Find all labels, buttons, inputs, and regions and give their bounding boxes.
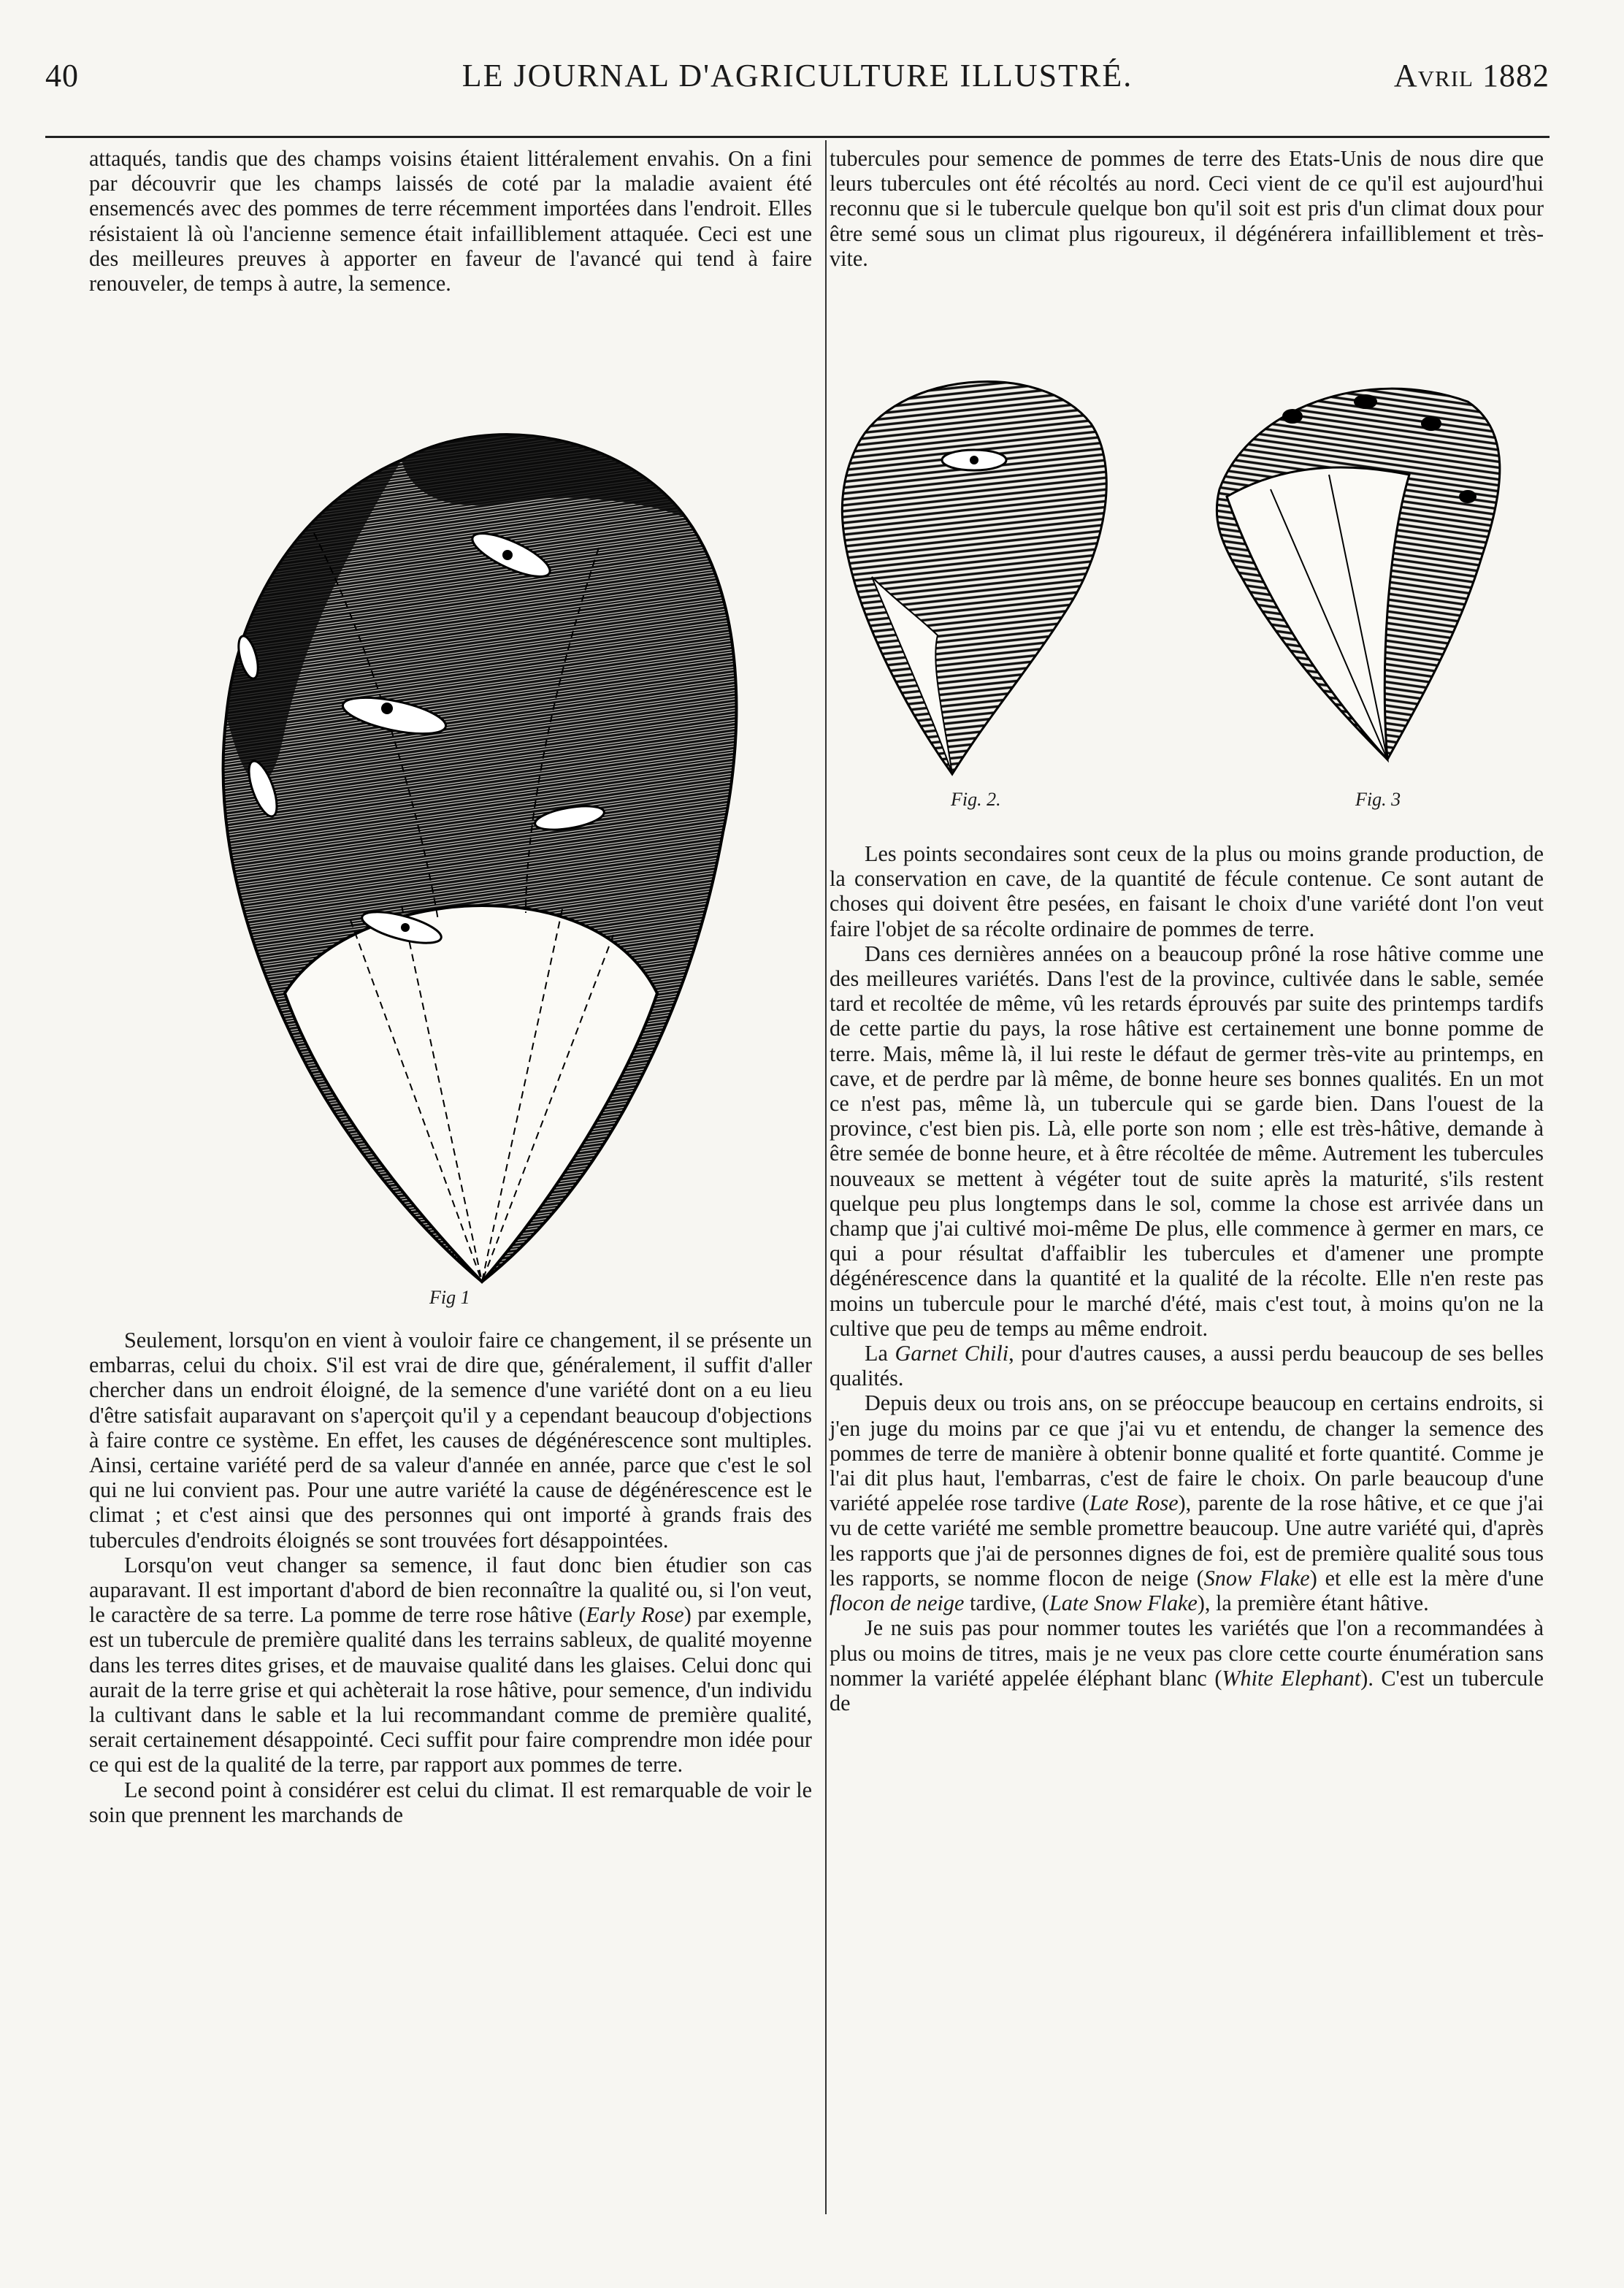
paragraph: Je ne suis pas pour nommer toutes les variétés que l'on a recommandées à plus ou moins de titres, mais je ne veux pas clore cette courte énumération sans nommer la variété appelée éléphant blanc (White Elephant). C'est un tubercule de [830,1615,1544,1715]
figure-1-caption: Fig 1 [429,1287,470,1308]
variety-name: Late Snow Flake [1049,1591,1198,1616]
paragraph: La Garnet Chili, pour d'autres causes, a aussi perdu beaucoup de ses belles qualités. [830,1341,1544,1391]
paragraph: Lorsqu'on veut changer sa semence, il faut donc bien étudier son cas auparavant. Il est important d'abord de bien reconnaître la qualité ou, si l'on veut, le caractère de sa terre. La pomme de terre rose hâtive (Early Rose) par exemple, est un tubercule de première qualité dans les terrains sableux, de qualité moyenne dans les terres dites grises, et de mauvaise qualité dans les glaises. Celui donc qui aurait de la terre grise et qui achèterait la rose hâtive, pour semence, d'un individu la cultivant dans le sable et la lui recommandant comme de première qualité, serait certainement désappointé. Ceci suffit pour faire comprendre mon idée pour ce qui est de la qualité de la terre, par rapport aux pommes de terre. [89,1552,813,1778]
paragraph: Seulement, lorsqu'on en vient à vouloir faire ce changement, il se présente un embarras, celui du choix. S'il est vrai de dire que, généralement, il suffit d'aller chercher dans un endroit éloigné, de la semence d'une variété dont on a eu lieu d'être satisfait auparavant on s'aperçoit qu'il y a cependant beaucoup d'objections à faire contre ce système. En effet, les causes de dégénérescence sont multiples. Ainsi, certaine variété perd de sa valeur d'année en année, parce que c'est le sol qui ne lui convient pas. Pour une autre variété la cause de dégénérescence est le climat ; et c'est ainsi que des personnes qui ont importé à grands frais des tubercules d'endroits éloignés se sont trouvées fort désappointées. [89,1328,812,1553]
left-column-bottom [89,1328,812,1827]
figure-2-potato [828,358,1113,781]
header-rule [45,136,1550,138]
column-divider [825,140,827,2214]
page-header [45,57,1550,101]
variety-name: Snow Flake [1203,1565,1310,1591]
figure-3-caption: Fig. 3 [1355,789,1401,810]
paragraph: tubercules pour semence de pommes de terre des Etats-Unis de nous dire que leurs tubercules ont été récoltés au nord. Ceci vient de ce qu'il est aujourd'hui reconnu que si le tubercule quelque bon qu'il soit est pris d'un climat doux pour être semé sous un climat plus rigoureux, il dégénérera infailliblement et très-vite. [830,146,1544,271]
variety-name: Early Rose [586,1602,684,1628]
paragraph: Les points secondaires sont ceux de la plus ou moins grande production, de la conservation en cave, de la quantité de fécule contenue. Ce sont autant de choses qui doivent être pesées, en faisant le choix d'une variété dont l'on veut faire l'objet de sa récolte ordinaire de pommes de terre. [830,841,1544,941]
potato-cut-face [285,906,657,1282]
journal-title: LE JOURNAL D'AGRICULTURE ILLUSTRÉ. [461,58,1133,93]
variety-name: White Elephant [1222,1665,1361,1691]
paragraph: Depuis deux ou trois ans, on se préoccupe beaucoup en certains endroits, si j'en juge du moins par ce que j'ai vu et entendu, de changer la semence des pommes de terre de manière à obtenir bonne qualité et forte quantité. Comme je l'ai dit plus haut, l'embarras, c'est de faire le choix. On parle beaucoup d'une variété appelée rose tardive (Late Rose), parente de la rose hâtive, et ce que j'ai vu de cette variété me semble promettre beaucoup. Une autre variété qui, d'après les rapports que j'ai de personnes dignes de foi, est de première qualité sous tous les rapports, se nomme flocon de neige (Snow Flake) et elle est la mère d'une flocon de neige tardive, (Late Snow Flake), la première étant hâtive. [830,1390,1544,1616]
variety-name: flocon de neige [830,1591,965,1616]
issue-date: Avril 1882 [1393,58,1550,93]
paragraph: Le second point à considérer est celui du climat. Il est remarquable de voir le soin que prennent les marchands de [89,1777,812,1827]
paragraph: attaqués, tandis que des champs voisins étaient littéralement envahis. On a fini par découvrir que les champs laissés de coté par la maladie avaient été ensemencés avec des pommes de terre récemment importées dans l'endroit. Elles résistaient là où l'ancienne semence était infailliblement attaquée. Ceci est une des meilleures preuves à apporter en faveur de l'avancé qui tend à faire renouveler, de temps à autre, la semence. [89,146,812,296]
right-column-bottom [830,841,1544,1715]
left-column-top [89,146,812,296]
paragraph: Dans ces dernières années on a beaucoup prôné la rose hâtive comme une des meilleures variétés. Dans l'est de la province, cultivée dans le sable, semée tard et recoltée de même, vû les retards éprouvés par suite des printemps tardifs de cette partie du pays, la rose hâtive est certainement une bonne pomme de terre. Mais, même là, il lui reste le défaut de germer très-vite au printemps, en cave, et de perdre par là même, de bonne heure ses bonnes qualités. En un mot ce n'est pas, même là, un tubercule qui se garde bien. Dans l'ouest de la province, c'est bien pis. Là, elle porte son nom ; elle est très-hâtive, demande à être semée de bonne heure, et à être récoltée de même. Autrement les tubercules nouveaux se mettent à végéter tout de suite après la maturité, s'ils restent quelque peu plus longtemps dans le sol, comme la chose est arrivée dans un champ que j'ai cultivé moi-même De plus, elle commence à germer en mars, ce qui a pour résultat d'affaiblir les tubercules et d'amener une prompte dégénérescence dans la quantité et la qualité de la récolte. Elle n'en reste pas moins un tubercule pour le marché d'été, mais c'est tout, à moins qu'on ne la cultive que peu de temps au même endroit. [830,941,1544,1341]
page-number: 40 [45,58,79,93]
right-column-top [830,146,1544,271]
figure-1-potato [219,424,745,1285]
figure-3-potato [1205,365,1512,774]
variety-name: Garnet Chili [895,1341,1009,1366]
variety-name: Late Rose [1089,1491,1179,1516]
figure-2-caption: Fig. 2. [951,789,1001,810]
